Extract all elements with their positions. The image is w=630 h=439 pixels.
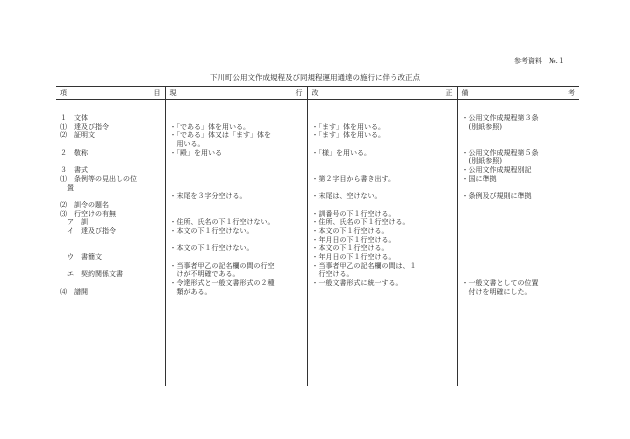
current-line: ・「である」体又は「ます」体を [169, 131, 271, 140]
items-line [60, 236, 161, 245]
current-line [170, 201, 303, 210]
current-line: 類がある。 [169, 287, 212, 296]
revised-line [312, 140, 453, 149]
current-line: けが不明確である。 [169, 270, 240, 279]
header-current-right: 行 [295, 89, 303, 97]
remarks-line [462, 140, 576, 149]
items-line [60, 140, 161, 149]
header-current-left: 現 [169, 89, 177, 97]
items-line [60, 279, 161, 288]
remarks-line: ・公用文作成規程第５条 [461, 148, 539, 157]
revised-line: ・当事者甲乙の記名欄の間は、１ [311, 261, 417, 270]
remarks-line: (別紙参照) [461, 157, 502, 166]
remarks-line [462, 236, 576, 245]
remarks-line [462, 131, 576, 140]
remarks-line: ・国に準拠 [461, 174, 497, 183]
current-line: 用いる。 [169, 140, 205, 149]
current-line [170, 114, 303, 123]
revised-column [307, 100, 457, 387]
current-line: ・「である」体を用いる。 [169, 122, 250, 131]
header-item-left: 項 [60, 89, 67, 97]
current-line: ・本文の下１行空けない。 [169, 244, 254, 253]
items-line: ⑵ 証明文 [60, 131, 95, 140]
remarks-line: 付けを明確にした。 [461, 287, 532, 296]
revised-line [312, 114, 453, 123]
revised-line [312, 184, 453, 193]
remarks-line [462, 270, 576, 279]
revised-line: ・本文の下１行空ける。 [311, 226, 389, 235]
items-line: ⑷ 譜開 [60, 287, 88, 296]
remarks-line [462, 262, 576, 271]
table-body-row [56, 100, 579, 387]
remarks-column [457, 100, 579, 387]
reference-number: 参考資料 №.１ [514, 57, 565, 65]
revised-line: ・末尾は、空けない。 [311, 192, 382, 201]
remarks-line: (別紙参照) [461, 122, 502, 131]
items-line: ⑵ 訓令の題名 [60, 200, 109, 209]
revised-line: ・一般文書形式に統一する。 [311, 279, 403, 288]
current-line [170, 166, 303, 175]
revised-line: ・「ます」体を用いる。 [311, 131, 385, 140]
current-line: ・「殿」を用いる [169, 148, 222, 157]
current-line [170, 253, 303, 262]
items-line [60, 157, 161, 166]
current-line [170, 210, 303, 219]
current-line: ・令達形式と一般文書形式の２種 [169, 279, 275, 288]
header-remarks-right: 考 [568, 89, 575, 97]
remarks-line [462, 184, 576, 193]
remarks-line [462, 201, 576, 210]
current-line: ・住所、氏名の下１行空けない。 [169, 218, 275, 227]
header-remarks-left: 備 [461, 89, 469, 97]
remarks-line [462, 210, 576, 219]
items-line [60, 244, 161, 253]
current-line: ・当事者甲乙の記名欄の間の行空 [169, 261, 275, 270]
revised-line: ・本文の下１行空ける。 [311, 244, 389, 253]
revised-line: 行空ける。 [311, 270, 354, 279]
table-header-row [56, 87, 579, 100]
current-column [165, 100, 307, 387]
items-line: イ 達及び指令 [60, 226, 116, 235]
revised-line [312, 166, 453, 175]
current-line: ・末尾を３字分空ける。 [169, 192, 247, 201]
header-current [165, 87, 307, 100]
remarks-line [462, 244, 576, 253]
header-revised [307, 87, 457, 100]
remarks-line: ・一般文書としての位置 [461, 279, 539, 288]
items-line: ３ 書式 [60, 166, 88, 175]
remarks-line: ・公用文作成規程別記 [461, 166, 532, 175]
current-line [170, 157, 303, 166]
revised-line [312, 157, 453, 166]
header-item [56, 87, 165, 100]
revised-line [312, 201, 453, 210]
revised-line [312, 288, 453, 297]
items-line: 置 [60, 183, 74, 192]
items-line [60, 192, 161, 201]
items-line: エ 契約関係文書 [60, 270, 123, 279]
revised-line: ・訓番号の下１行空ける。 [311, 209, 396, 218]
items-line: ウ 書簡文 [60, 253, 102, 261]
revised-line: ・年月日の下１行空ける。 [311, 253, 396, 261]
items-line: １ 文体 [60, 114, 88, 122]
header-item-right: 目 [153, 89, 161, 97]
revised-line: ・年月日の下１行空ける。 [311, 235, 396, 244]
items-line: ２ 敬称 [60, 148, 88, 157]
current-line [170, 236, 303, 245]
remarks-line [462, 253, 576, 262]
revised-line: ・第２字目から書き出す。 [311, 174, 395, 183]
current-line: ・本文の下１行空けない。 [169, 226, 254, 235]
remarks-line: ・条例及び規則に準拠 [461, 192, 532, 201]
header-remarks [457, 87, 579, 100]
remarks-line: ・公用文作成規程第３条 [461, 114, 539, 122]
revised-line: ・住所、氏名の下１行空ける。 [311, 218, 410, 227]
header-revised-left: 改 [311, 89, 319, 97]
items-column [56, 100, 165, 387]
header-revised-right: 正 [445, 89, 453, 97]
items-line: ア 訓 [60, 218, 88, 227]
items-line: ⑴ 達及び指令 [60, 122, 109, 131]
comparison-table [56, 86, 579, 386]
document-title: 下川町公用文作成規程及び同規程運用通達の施行に伴う改正点 [210, 73, 420, 82]
remarks-line [462, 218, 576, 227]
revised-line: ・「ます」体を用いる。 [311, 122, 385, 131]
current-line [170, 184, 303, 193]
current-line [170, 175, 303, 184]
revised-line: ・「様」を用いる。 [311, 148, 371, 157]
remarks-line [462, 227, 576, 236]
items-line: ⑶ 行空けの有無 [60, 209, 116, 218]
items-line: ⑴ 条例等の見出しの位 [60, 174, 137, 183]
